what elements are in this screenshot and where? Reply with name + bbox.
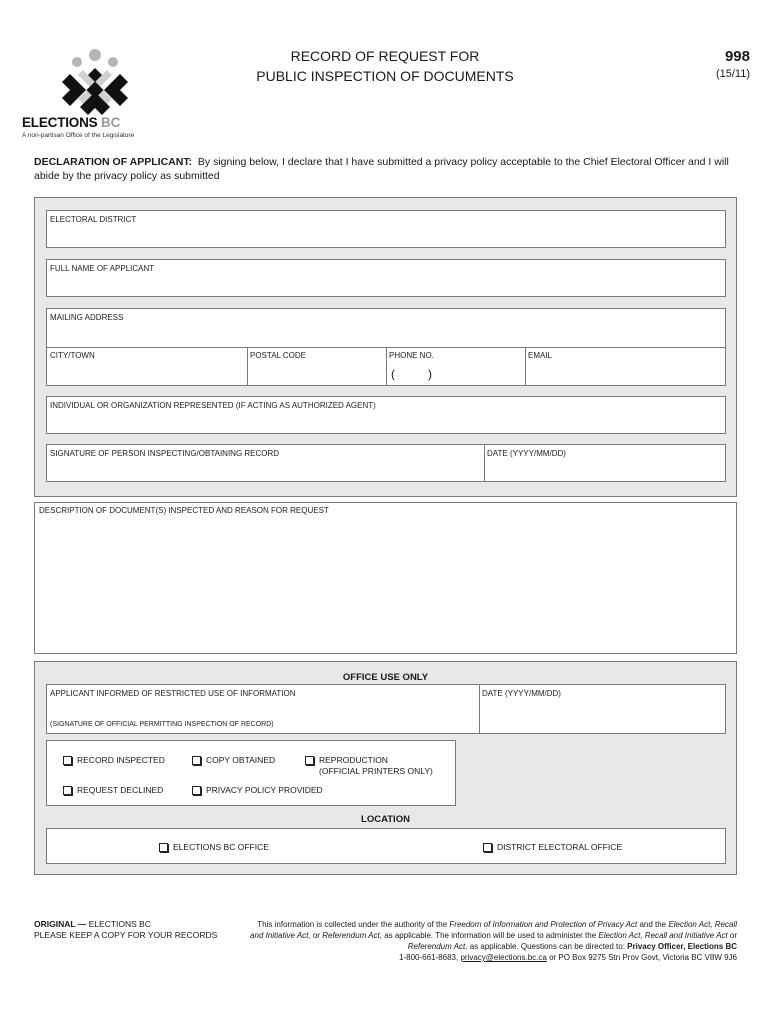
original-value: ELECTIONS BC	[88, 919, 151, 929]
city-town-field[interactable]	[47, 347, 247, 386]
contact-email-link[interactable]: privacy@elections.bc.ca	[460, 953, 547, 962]
electoral-district-label: ELECTORAL DISTRICT	[50, 215, 137, 224]
election-recall-act-2: Election Act, Recall and Initiative Act	[598, 931, 728, 940]
checkbox-icon	[192, 756, 201, 765]
full-name-field[interactable]	[46, 259, 726, 297]
privacy-policy-provided-checkbox[interactable]	[192, 785, 323, 796]
declaration-of-applicant	[34, 155, 739, 183]
city-town-label: CITY/TOWN	[50, 351, 95, 360]
mailing-address-label: MAILING ADDRESS	[50, 313, 124, 322]
notice-intro: This information is collected under the authority of the	[257, 920, 448, 929]
applicant-info-panel	[34, 197, 737, 497]
declaration-heading: DECLARATION OF APPLICANT:	[34, 156, 193, 168]
signature-field[interactable]	[47, 445, 484, 481]
office-use-panel	[34, 661, 737, 875]
mailing-address-group	[46, 308, 726, 386]
informed-label: APPLICANT INFORMED OF RESTRICTED USE OF INFORMATION	[50, 689, 296, 698]
office-date-label: DATE (YYYY/MM/DD)	[482, 689, 561, 698]
foippa-act: Freedom of Information and Protection of Privacy Act	[449, 920, 638, 929]
reproduction-label-line-2: (OFFICIAL PRINTERS ONLY)	[319, 766, 433, 776]
description-field[interactable]	[34, 502, 737, 654]
email-field[interactable]	[525, 347, 725, 386]
copy-obtained-checkbox[interactable]	[192, 755, 275, 766]
record-inspected-label: RECORD INSPECTED	[77, 755, 165, 765]
mailing-address-field[interactable]	[47, 309, 725, 347]
logo-wordmark: ELECTIONS BC	[22, 115, 121, 130]
represented-organization-field[interactable]	[46, 396, 726, 434]
represented-organization-label: INDIVIDUAL OR ORGANIZATION REPRESENTED (IF ACTING AS AUTHORIZED AGENT)	[50, 401, 376, 410]
checkbox-icon	[159, 843, 168, 852]
copy-obtained-label: COPY OBTAINED	[206, 755, 276, 765]
description-label: DESCRIPTION OF DOCUMENT(S) INSPECTED AND REASON FOR REQUEST	[39, 506, 329, 515]
form-title-line-2: PUBLIC INSPECTION OF DOCUMENTS	[256, 68, 514, 84]
referendum-act-2: Referendum Act,	[407, 942, 468, 951]
reproduction-label	[319, 755, 433, 777]
keep-copy-note: PLEASE KEEP A COPY FOR YOUR RECORDS	[34, 930, 218, 940]
checkbox-icon	[63, 786, 72, 795]
signature-date-field[interactable]	[484, 445, 725, 481]
notice-or-2: or	[729, 931, 737, 940]
postal-code-field[interactable]	[247, 347, 386, 386]
record-status-checkboxes	[46, 740, 456, 806]
privacy-policy-provided-label: PRIVACY POLICY PROVIDED	[206, 785, 323, 795]
checkbox-icon	[483, 843, 492, 852]
form-title	[220, 46, 550, 86]
record-inspected-checkbox[interactable]	[63, 755, 165, 766]
elections-bc-office-checkbox[interactable]	[159, 842, 269, 853]
referendum-act: Referendum Act,	[322, 931, 382, 940]
phone-area-close: )	[428, 367, 432, 381]
footer-privacy-notice	[244, 919, 737, 963]
email-label: EMAIL	[528, 351, 553, 360]
contact-address: or PO Box 9275 Stn Prov Govt, Victoria BC V8W 9J6	[549, 953, 737, 962]
elections-bc-emblem-icon	[50, 48, 140, 118]
location-checkboxes	[46, 828, 726, 864]
checkbox-icon	[63, 756, 72, 765]
signature-row	[46, 444, 726, 482]
election-recall-act: Election Act, Recall and Initiative Act,	[250, 920, 737, 940]
office-use-title: OFFICE USE ONLY	[342, 672, 429, 683]
privacy-officer-contact: Privacy Officer, Elections BC	[627, 942, 737, 951]
request-declined-label: REQUEST DECLINED	[77, 785, 164, 795]
official-signature-field[interactable]	[47, 685, 479, 733]
notice-and-the: and the	[639, 920, 667, 929]
notice-or: or	[312, 931, 320, 940]
footer-original-note	[34, 919, 244, 941]
electoral-district-field[interactable]	[46, 210, 726, 248]
signature-label: SIGNATURE OF PERSON INSPECTING/OBTAINING RECORD	[50, 449, 280, 458]
district-electoral-office-label: DISTRICT ELECTORAL OFFICE	[497, 842, 623, 852]
official-signature-label: (SIGNATURE OF OFFICIAL PERMITTING INSPECTION OF RECORD)	[50, 721, 274, 728]
original-label: ORIGINAL —	[34, 919, 87, 929]
postal-code-label: POSTAL CODE	[250, 351, 307, 360]
office-informed-row	[46, 684, 726, 734]
phone-area-open: (	[391, 367, 395, 381]
contact-phone: 1-800-661-8683,	[399, 953, 459, 962]
reproduction-checkbox[interactable]	[305, 755, 433, 777]
phone-number-field[interactable]	[386, 347, 525, 386]
elections-bc-logo	[22, 48, 157, 143]
full-name-label: FULL NAME OF APPLICANT	[50, 264, 155, 273]
form-revision: (15/11)	[715, 68, 750, 80]
district-electoral-office-checkbox[interactable]	[483, 842, 622, 853]
phone-number-label: PHONE NO.	[389, 351, 434, 360]
checkbox-icon	[192, 786, 201, 795]
signature-date-label: DATE (YYYY/MM/DD)	[487, 449, 566, 458]
office-date-field[interactable]	[479, 685, 725, 733]
checkbox-icon	[305, 756, 314, 765]
location-title: LOCATION	[361, 814, 410, 825]
form-number: 998	[724, 48, 750, 65]
logo-tagline: A non-partisan Office of the Legislature	[22, 132, 135, 139]
reproduction-label-line-1: REPRODUCTION	[319, 755, 388, 765]
request-declined-checkbox[interactable]	[63, 785, 163, 796]
declaration-text: By signing below, I declare that I have submitted a privacy policy acceptable to the Chief Electoral Officer and I will abide by the privacy policy as submitted	[34, 156, 729, 182]
form-title-line-1: RECORD OF REQUEST FOR	[290, 48, 480, 64]
notice-middle: as applicable. The information will be used to administer the	[384, 931, 597, 940]
notice-end: as applicable. Questions can be directed to:	[469, 942, 625, 951]
elections-bc-office-label: ELECTIONS BC OFFICE	[173, 842, 269, 852]
